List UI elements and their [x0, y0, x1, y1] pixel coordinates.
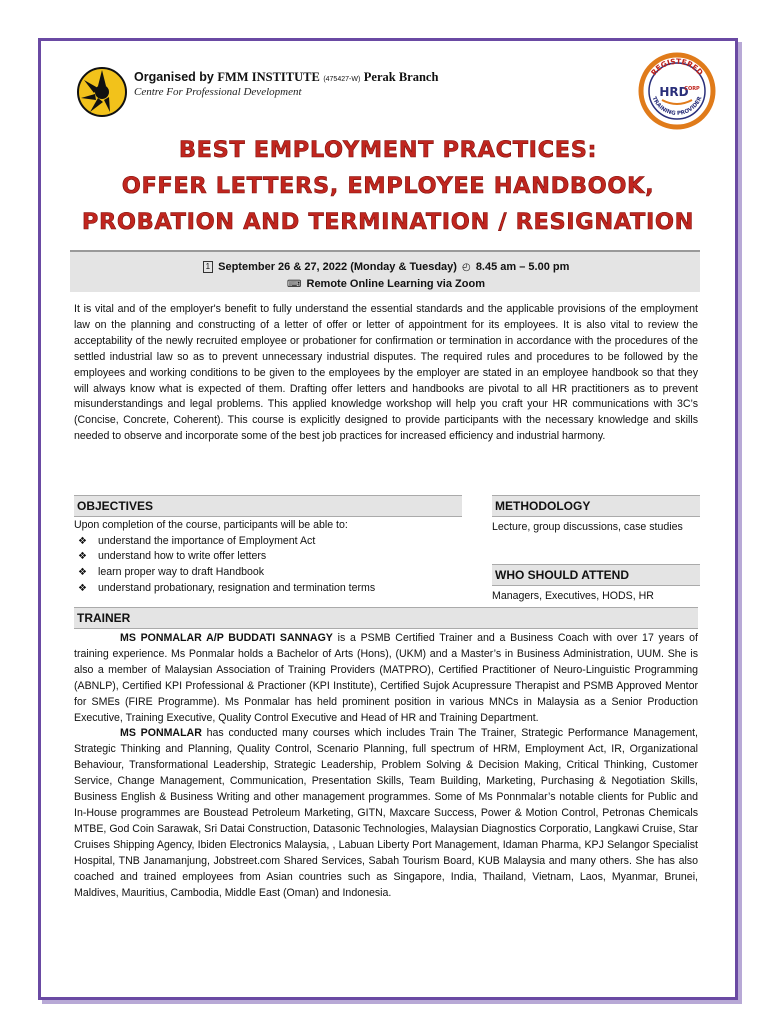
logo-mark: HRD [659, 85, 689, 99]
course-title [40, 132, 736, 240]
objectives-section [74, 495, 462, 597]
trainer-short-name: MS PONMALAR [120, 727, 202, 740]
who-should-attend-heading: WHO SHOULD ATTEND [492, 564, 700, 586]
logo-top-text: REGISTERED [649, 56, 705, 78]
diamond-bullet-icon: ❖ [78, 535, 87, 547]
objectives-lead: Upon completion of the course, participants will be able to: [74, 519, 348, 531]
laptop-icon: ⌨ [287, 279, 302, 290]
trainer-full-name: MS PONMALAR A/P BUDDATI SANNAGY [120, 632, 333, 644]
registration-number: (475427-W) [323, 76, 361, 83]
title-line-2: OFFER LETTERS, EMPLOYEE HANDBOOK, [121, 173, 655, 199]
methodology-section [492, 495, 700, 536]
institute-name: FMM INSTITUTE [217, 70, 320, 84]
methodology-heading: METHODOLOGY [492, 495, 700, 517]
trainer-section [74, 607, 698, 901]
diamond-bullet-icon: ❖ [78, 582, 87, 594]
schedule-band [70, 250, 700, 292]
objectives-list [74, 534, 462, 597]
title-line-1: BEST EMPLOYMENT PRACTICES: [178, 137, 598, 163]
trainer-heading: TRAINER [74, 607, 698, 629]
list-item: ❖ understand how to write offer letters [74, 549, 462, 565]
list-item: ❖ understand probationary, resignation and termination terms [74, 581, 462, 597]
schedule-dates: September 26 & 27, 2022 (Monday & Tuesday) [218, 261, 457, 273]
clock-icon: ◴ [462, 262, 471, 273]
intro-paragraph: It is vital and of the employer's benefit to fully understand the essential standards and the applicable provisions of the employment law on the planning and constructing of a letter of offer or letter of appointment for its employees. It is also vital to review the acceptability of the newly recruited employee or probationer for confirmation or termination in accordance with the procedures of the settled industrial law so as to prevent unnecessary industrial disputes. The required rules and procedures to be followed by the employees and working conditions to be given to the employees by the employer are stated in an employee handbook so that they will always know what is expected of them. Drafting offer letters and handbooks are pivotal to all HR practitioners as to prevent misunderstandings and legal problems. This applied knowledge workshop will help you craft your HR communications with 3C’s (Concise, Concrete, Coherent). This course is explicitly designed to provide participants with the necessary knowledge and skills needed to observe and incorporate some of the best job practices for increased efficiency and industrial harmony. [74, 303, 698, 443]
who-should-attend-section [492, 564, 700, 605]
organiser-line: Organised by FMM INSTITUTE (475427-W) Perak Branch [134, 70, 439, 84]
schedule-venue: Remote Online Learning via Zoom [306, 278, 485, 290]
diamond-bullet-icon: ❖ [78, 567, 87, 579]
calendar-icon: 1 [203, 261, 213, 273]
trainer-bio-paragraph-2: MS PONMALAR has conducted many courses which includes Train The Trainer, Strategic Performance Management, Strategic Thinking and Planning, Quality Control, Scenario Planning, full spectrum of HRM, Employment Act, IR, Organizational Behaviour, Transformational Leadership, Strategic Leadership, Problem Solving & Decision Making, Critical Thinking, Customer Service, Change Management, Communication, Presentation Skills, Team Building, Marketing, Purchasing & Negotiation Skills, Business English & Business Writing and other management programmes. Some of Ms Ponnmalar’s notable clients for Public and In-House programmes are Boustead Petroleum Marketing, GITN, Maxcare Success, Power & Motion Control, Petronas Chemicals MTBE, God Coin Sarawak, Sri Datai Construction, Datasonic Technologies, Malaysian Diagnostics Corporatio, Langkawi Cruise, Star Cruises Shipping Agency, Ibiden Electronics Malaysia, , Labuan Liberty Port Management, Idaman Pharma, KPJ Selangor Specialist Hospital, TNB Janamanjung, Jobstreet.com Shared Services, Sabah Tourism Board, KUB Malaysia and many others. She has also coached and trained employees from Asian countries such as Singapore, India, Thailand, Vietnam, Laos, Myanmar, Brunei, Maldives, Mauritius, Cambodia, Middle East (Oman) and Indonesia. [74, 727, 698, 899]
logo-corp: CORP [684, 86, 700, 92]
diamond-bullet-icon: ❖ [78, 551, 87, 563]
logo-bottom-text: TRAINING PROVIDER [650, 95, 704, 117]
title-line-3: PROBATION AND TERMINATION / RESIGNATION [81, 209, 695, 235]
trainer-bio-paragraph-1: MS PONMALAR A/P BUDDATI SANNAGY is a PSMB Certified Trainer and a Business Coach with over 17 years of training experience. Ms Ponmalar holds a Bachelor of Arts (Hons), (UKM) and a Master’s in Business Administration, UUM. She is also a member of Malaysian Association of Training Providers (MATPRO), Certified Practitioner of Neuro-Linguistic Programming (ABNLP), Certified KPI Professional & Practioner (KPI Institute), Certified Sujok Acupressure Therapist and PSMB Approved Mentor for SMEs (FIRE Programme). Ms Ponmalar has held prominent position in various MNCs in Malaysia as a Senior Production Executive, Training Executive, Quality Control Executive and Head of HR and Training Department. [74, 632, 699, 724]
schedule-time: 8.45 am – 5.00 pm [475, 261, 570, 273]
fmm-institute-logo [76, 66, 128, 118]
list-item: ❖ learn proper way to draft Handbook [74, 565, 462, 581]
objectives-heading: OBJECTIVES [74, 495, 462, 517]
hrd-registered-training-provider-logo [638, 52, 716, 130]
list-item: ❖ understand the importance of Employment Act [74, 534, 462, 550]
who-should-attend-text: Managers, Executives, HODS, HR [492, 590, 654, 602]
centre-tagline: Centre For Professional Development [134, 86, 302, 98]
methodology-text: Lecture, group discussions, case studies [492, 521, 683, 533]
branch-name: Perak Branch [363, 70, 439, 84]
